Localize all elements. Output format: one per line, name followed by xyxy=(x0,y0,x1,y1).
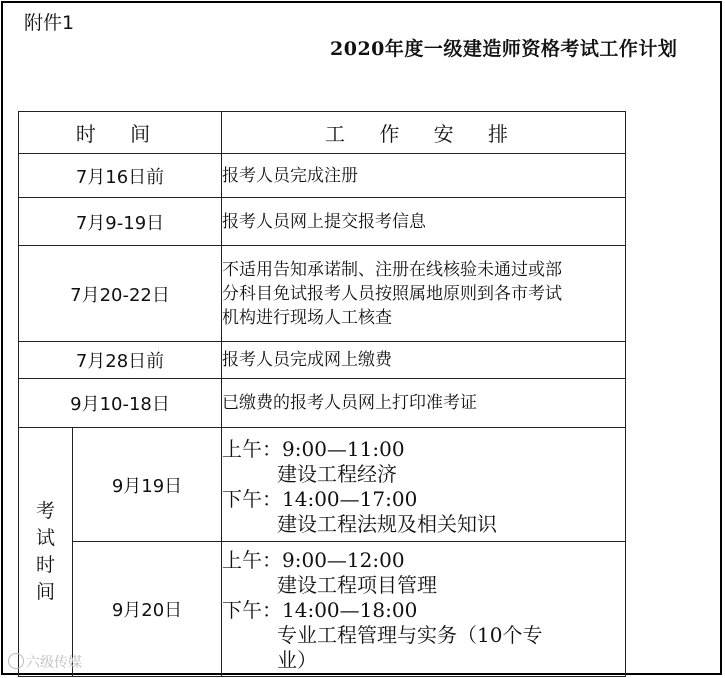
row-time: 7月9-19日 xyxy=(19,198,222,246)
watermark-text: 六级传媒 xyxy=(26,655,82,671)
am-subject: 建设工程项目管理 xyxy=(277,572,438,597)
exam-date: 9月19日 xyxy=(73,428,222,542)
exam-label-char: 考 xyxy=(35,500,55,522)
watermark xyxy=(8,652,82,672)
header-work: 工 作 安 排 xyxy=(222,112,626,154)
pm-time: 下午：14:00—18:00 xyxy=(222,597,418,622)
exam-time-label xyxy=(19,428,73,677)
row-time: 7月20-22日 xyxy=(19,246,222,342)
table-row xyxy=(19,154,626,198)
work-line: 不适用告知承诺制、注册在线核验未通过或部 xyxy=(222,259,563,280)
table-row xyxy=(19,198,626,246)
row-work: 报考人员完成网上缴费 xyxy=(222,342,626,379)
pm-time: 下午：14:00—17:00 xyxy=(222,486,418,511)
pm-subject: 专业工程管理与实务（10个专 xyxy=(277,622,543,647)
am-time: 上午：9:00—12:00 xyxy=(222,547,405,572)
table-row xyxy=(19,379,626,428)
table-row xyxy=(19,246,626,342)
row-time: 9月10-18日 xyxy=(19,379,222,428)
work-line: 分科目免试报考人员按照属地原则到各市考试 xyxy=(222,283,563,304)
am-time: 上午：9:00—11:00 xyxy=(222,436,405,461)
exam-row xyxy=(19,542,626,677)
exam-label-char: 时 xyxy=(35,554,55,576)
row-time: 7月28日前 xyxy=(19,342,222,379)
exam-label-char: 间 xyxy=(35,581,55,603)
header-time: 时 间 xyxy=(19,112,222,154)
exam-schedule xyxy=(222,542,626,677)
table-header-row xyxy=(19,112,626,154)
pm-subject: 建设工程法规及相关知识 xyxy=(277,511,498,536)
row-time: 7月16日前 xyxy=(19,154,222,198)
exam-schedule xyxy=(222,428,626,542)
attachment-label: 附件1 xyxy=(24,12,75,34)
row-work: 报考人员完成注册 xyxy=(222,154,626,198)
exam-date: 9月20日 xyxy=(73,542,222,677)
work-plan-table xyxy=(18,111,626,677)
row-work: 报考人员网上提交报考信息 xyxy=(222,198,626,246)
document-title: 2020年度一级建造师资格考试工作计划 xyxy=(330,38,678,60)
exam-row xyxy=(19,428,626,542)
exam-label-char: 试 xyxy=(35,527,55,549)
am-subject: 建设工程经济 xyxy=(277,461,398,486)
work-line: 机构进行现场人工核查 xyxy=(222,307,393,328)
pm-subject-continued: 业） xyxy=(277,647,318,672)
table-row xyxy=(19,342,626,379)
watermark-logo-icon xyxy=(8,653,24,669)
row-work: 已缴费的报考人员网上打印准考证 xyxy=(222,379,626,428)
row-work xyxy=(222,246,626,342)
